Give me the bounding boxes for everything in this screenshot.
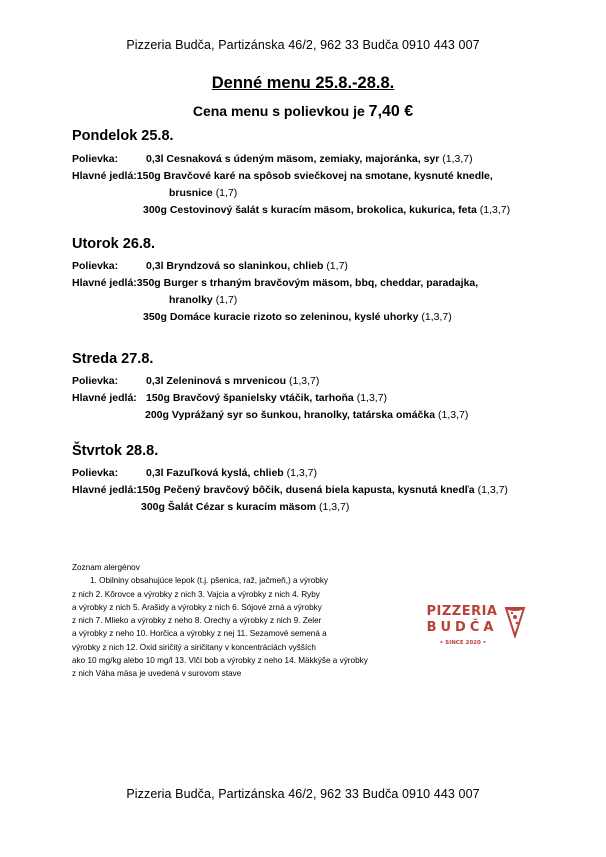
main2-text: 350g Domáce kuracie rizoto so zeleninou, kyslé uhorky [143, 311, 419, 323]
soup-text: 0,3l Bryndzová so slaninkou, chlieb [146, 260, 324, 272]
main1-text-cont: hranolky [169, 294, 213, 306]
allergen-list [72, 561, 432, 681]
main1-text: 150g Pečený bravčový bôčik, dusená biela kapusta, kysnutá knedľa [136, 484, 475, 496]
soup-allergens: (1,3,7) [288, 375, 320, 387]
main1-allergens: (1,3,7) [477, 484, 508, 496]
main2-row-wednesday [145, 409, 468, 421]
main1-text: 150g Bravčový španielsky vtáčik, tarhoňa [146, 392, 354, 404]
soup-text: 0,3l Cesnaková s údeným mäsom, zemiaky, majoránka, syr [146, 153, 440, 165]
soup-label: Polievka: [72, 260, 119, 272]
header-address: Pizzeria Budča, Partizánska 46/2, 962 33 Budča 0910 443 007 [126, 38, 480, 52]
soup-row-thursday [72, 467, 317, 479]
menu-price-line [0, 103, 606, 121]
allergen-line: 1. Obilniny obsahujúce lepok (t.j. pšenica, raž, jačmeň,) a výrobky [90, 576, 329, 586]
main2-row-tuesday [143, 311, 452, 323]
main1-row-wednesday [72, 392, 387, 404]
soup-text: 0,3l Fazuľková kyslá, chlieb [146, 467, 284, 479]
price-prefix: Cena menu s polievkou je [192, 103, 369, 119]
main1-continuation-tuesday [169, 294, 237, 306]
allergen-heading: Zoznam alergénov [72, 563, 140, 572]
day-heading-tuesday: Utorok 26.8. [72, 236, 155, 252]
main2-allergens: (1,3,7) [319, 501, 350, 513]
pizza-slice-icon [504, 606, 526, 638]
main1-allergens: (1,3,7) [356, 392, 388, 404]
soup-allergens: (1,3,7) [442, 153, 473, 165]
main2-row-thursday [141, 501, 349, 513]
main-label: Hlavné jedlá: [72, 484, 137, 496]
soup-label: Polievka: [72, 467, 119, 479]
logo-since: • SINCE 2020 • [439, 640, 487, 646]
main-label: Hlavné jedlá: [72, 277, 137, 289]
day-heading-wednesday: Streda 27.8. [72, 351, 154, 367]
main2-allergens: (1,3,7) [437, 409, 469, 421]
main1-text: 350g Burger s trhaným bravčovým mäsom, bbq, cheddar, paradajka, [136, 277, 479, 289]
main1-text-cont: brusnice [169, 187, 213, 199]
footer-address: Pizzeria Budča, Partizánska 46/2, 962 33 Budča 0910 443 007 [126, 787, 480, 801]
main1-text: 150g Bravčové karé na spôsob sviečkovej na smotane, kysnuté knedle, [136, 170, 493, 182]
main1-allergens: (1,7) [215, 294, 238, 306]
logo-line2: BUDČA [426, 620, 498, 635]
allergen-line: ako 10 mg/kg alebo 10 mg/l 13. Vlčí bob a výrobky z neho 14. Mäkkýše a výrobky [72, 656, 368, 666]
main2-text: 200g Vyprážaný syr so šunkou, hranolky, tatárska omáčka [145, 409, 436, 421]
main1-row-tuesday [72, 277, 478, 289]
soup-allergens: (1,7) [326, 260, 348, 272]
menu-title: Denné menu 25.8.-28.8. [211, 74, 395, 92]
main-label: Hlavné jedlá: [72, 392, 137, 404]
menu-price: 7,40 € [368, 103, 414, 120]
soup-allergens: (1,3,7) [286, 467, 317, 479]
day-heading-thursday: Štvrtok 28.8. [72, 443, 159, 459]
allergen-line: výrobky z nich 12. Oxid siričitý a siričitany v koncentráciách vyšších [72, 642, 316, 652]
soup-label: Polievka: [72, 375, 119, 387]
soup-text: 0,3l Zeleninová s mrvenicou [146, 375, 287, 387]
main-label: Hlavné jedlá: [72, 170, 137, 182]
main2-row-monday [143, 204, 510, 216]
logo-line1: PIZZERIA [426, 604, 498, 619]
allergen-line: a výrobky z neho 10. Horčica a výrobky z nej 11. Sezamové semená a [72, 629, 327, 639]
pizzeria-logo [418, 604, 522, 662]
main2-allergens: (1,3,7) [479, 204, 511, 216]
allergen-line: z nich 2. Kôrovce a výrobky z nich 3. Vajcia a výrobky z nich 4. Ryby [72, 589, 320, 599]
allergen-line: z nich Váha mäsa je uvedená v surovom stave [72, 669, 242, 679]
soup-row-tuesday [72, 260, 348, 272]
main1-allergens: (1,7) [215, 187, 238, 199]
main1-continuation-monday [169, 187, 237, 199]
main2-text: 300g Šalát Cézar s kuracím mäsom [141, 501, 317, 513]
main2-allergens: (1,3,7) [421, 311, 452, 323]
allergen-line: a výrobky z nich 5. Arašidy a výrobky z nich 6. Sójové zrná a výrobky [72, 602, 322, 612]
soup-label: Polievka: [72, 153, 119, 165]
main1-row-monday [72, 170, 493, 182]
allergen-line: z nich 7. Mlieko a výrobky z neho 8. Orechy a výrobky z nich 9. Zeler [72, 616, 322, 626]
soup-row-monday [72, 153, 473, 165]
soup-row-wednesday [72, 375, 319, 387]
day-heading-monday: Pondelok 25.8. [72, 128, 174, 144]
main2-text: 300g Cestovinový šalát s kuracím mäsom, brokolica, kukurica, feta [143, 204, 477, 216]
main1-row-thursday [72, 484, 508, 496]
